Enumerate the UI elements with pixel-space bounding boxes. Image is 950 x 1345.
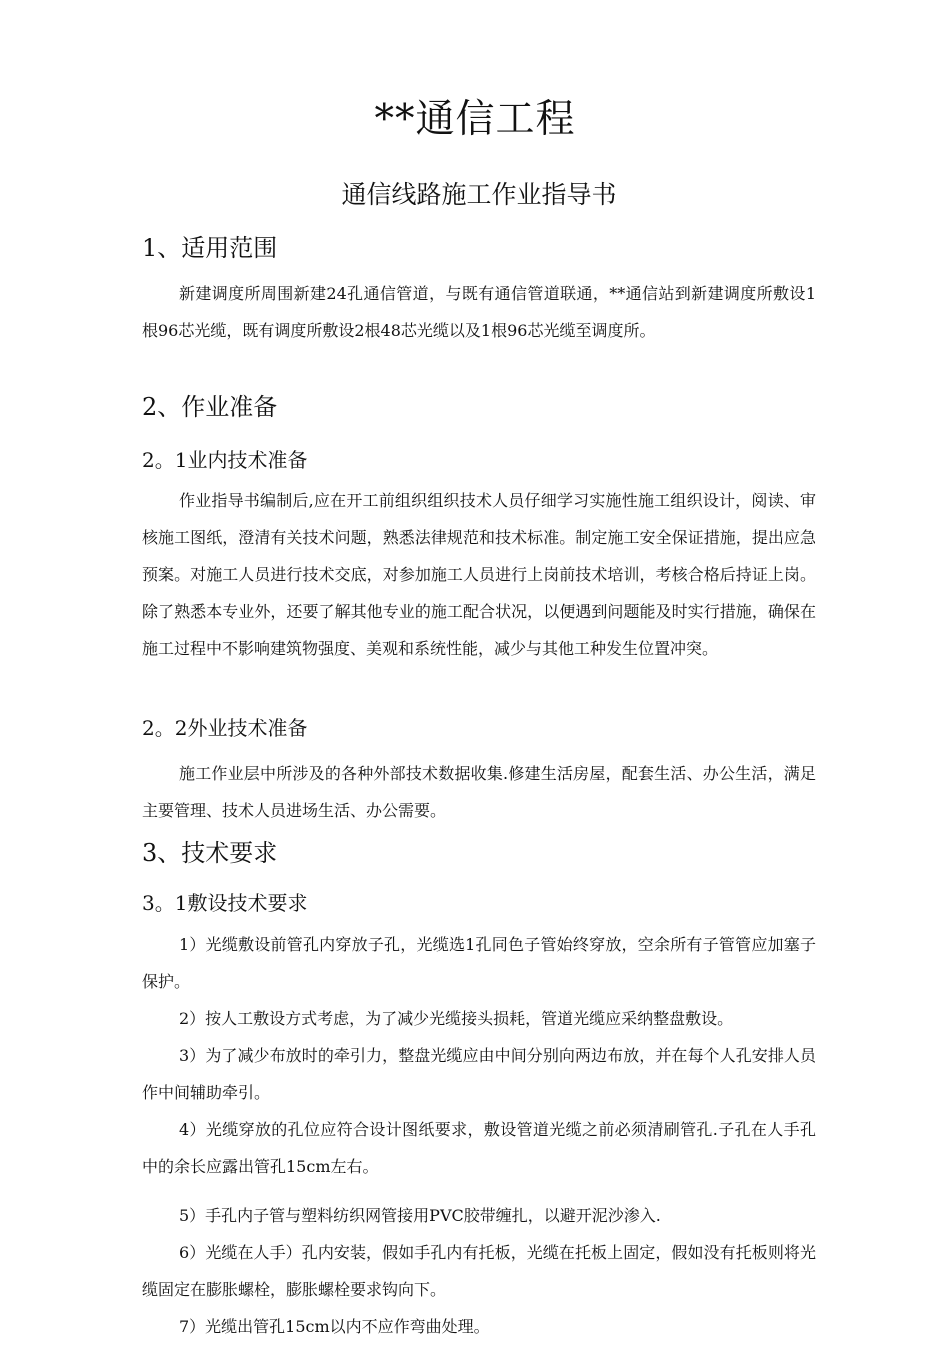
document-title: **通信工程 <box>374 97 576 142</box>
subsection-heading-internal-tech: 2。1业内技术准备 <box>142 448 308 472</box>
list-item: 4）光缆穿放的孔位应符合设计图纸要求，敷设管道光缆之前必须清刷管孔.子孔在人手孔中的余长应露出管孔15cm左右。 <box>142 1120 816 1176</box>
list-item: 2）按人工敷设方式考虑，为了减少光缆接头损耗，管道光缆应采纳整盘敷设。 <box>179 1009 734 1028</box>
section-heading-requirements: 3、技术要求 <box>142 839 278 867</box>
list-item: 5）手孔内子管与塑料纺织网管接用PVC胶带缠扎，以避开泥沙渗入. <box>179 1206 661 1225</box>
paragraph-scope: 新建调度所周围新建24孔通信管道，与既有通信管道联通，**通信站到新建调度所敷设1根96芯光缆，既有调度所敷设2根48芯光缆以及1根96芯光缆至调度所。 <box>142 284 816 340</box>
subsection-heading-laying: 3。1敷设技术要求 <box>142 891 308 915</box>
subsection-heading-field-tech: 2。2外业技术准备 <box>142 716 308 740</box>
list-item: 1）光缆敷设前管孔内穿放子孔，光缆选1孔同色子管始终穿放，空余所有子管管应加塞子保护。 <box>142 935 816 991</box>
section-heading-scope: 1、适用范围 <box>142 234 278 262</box>
list-item: 3）为了减少布放时的牵引力，整盘光缆应由中间分别向两边布放，并在每个人孔安排人员作中间辅助牵引。 <box>142 1046 816 1102</box>
document-subtitle: 通信线路施工作业指导书 <box>341 180 617 209</box>
paragraph-internal-tech: 作业指导书编制后,应在开工前组织组织技术人员仔细学习实施性施工组织设计，阅读、审核施工图纸，澄清有关技术问题，熟悉法律规范和技术标准。制定施工安全保证措施，提出应急预案。对施工人员进行技术交底，对参加施工人员进行上岗前技术培训，考核合格后持证上岗。除了熟悉本专业外，还要了解其他专业的施工配合状况，以便遇到问题能及时实行措施，确保在施工过程中不影响建筑物强度、美观和系统性能，减少与其他工种发生位置冲突。 <box>142 491 816 658</box>
paragraph-field-tech: 施工作业层中所涉及的各种外部技术数据收集.修建生活房屋，配套生活、办公生活，满足主要管理、技术人员进场生活、办公需要。 <box>142 764 816 820</box>
list-item: 7）光缆出管孔15cm以内不应作弯曲处理。 <box>179 1317 490 1336</box>
section-heading-preparation: 2、作业准备 <box>142 393 278 421</box>
list-item: 6）光缆在人手）孔内安装，假如手孔内有托板，光缆在托板上固定，假如没有托板则将光缆固定在膨胀螺栓，膨胀螺栓要求钩向下。 <box>142 1243 816 1299</box>
